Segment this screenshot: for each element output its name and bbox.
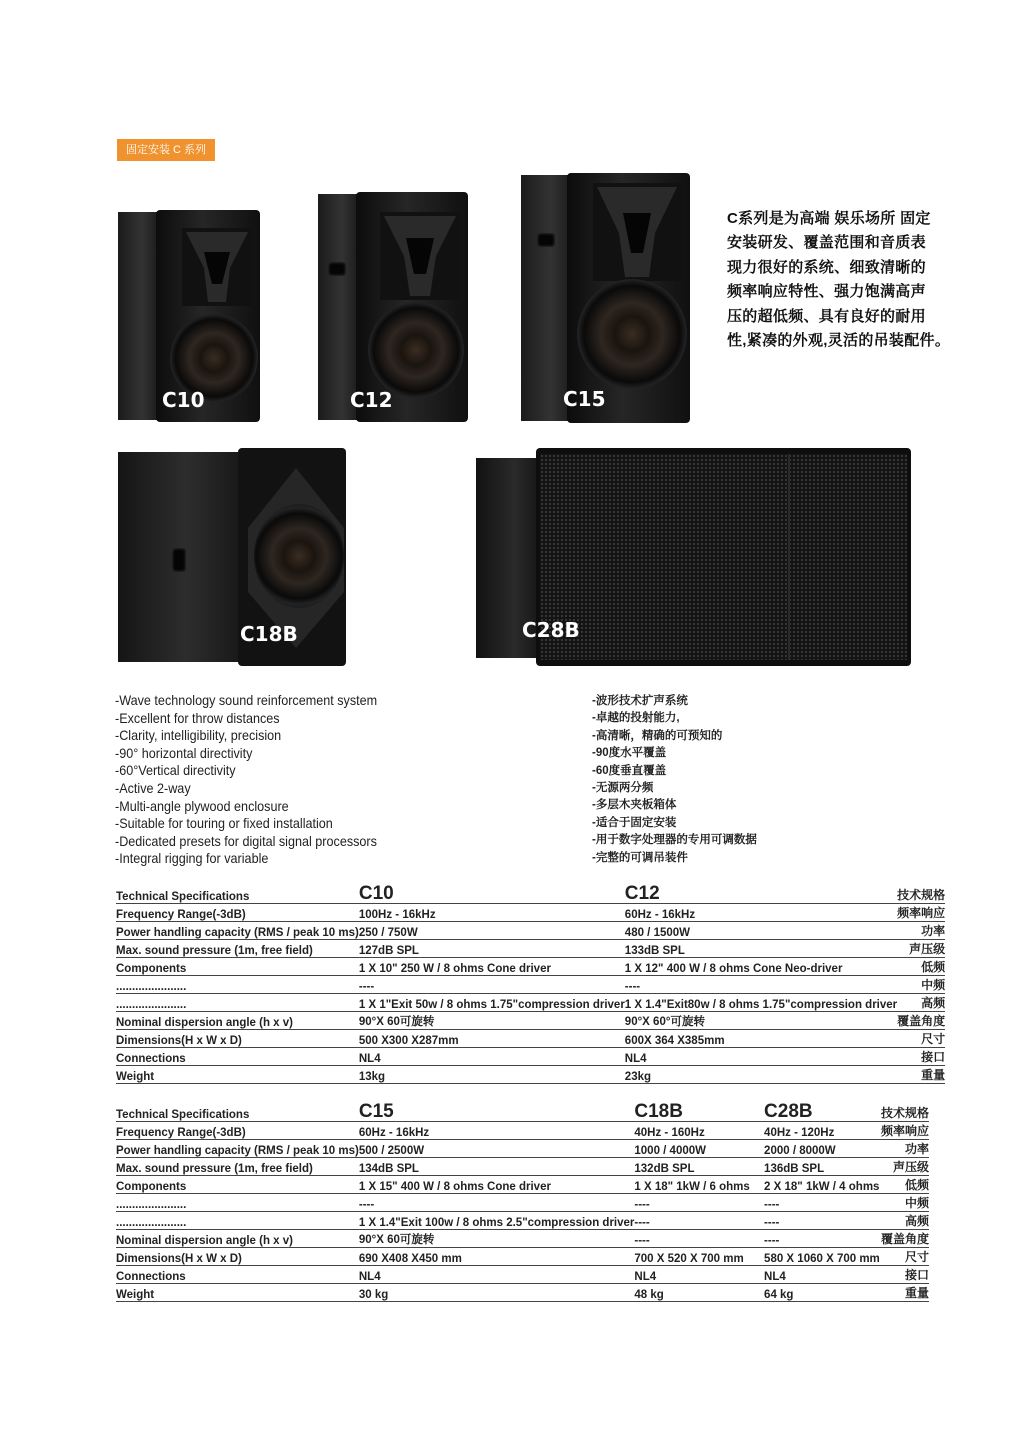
spec-value: 1 X 1.4"Exit 100w / 8 ohms 2.5"compression driver: [359, 1212, 635, 1230]
feature-item: -Active 2-way: [115, 779, 191, 796]
table-row: [116, 1030, 945, 1048]
spec-value: ----: [764, 1194, 880, 1212]
spec-value: 1000 / 4000W: [634, 1140, 764, 1158]
spec-label-cn: 声压级: [897, 940, 945, 958]
spec-label: Technical Specifications: [116, 1101, 359, 1122]
feature-item: -Integral rigging for variable: [115, 850, 269, 867]
spec-value: 64 kg: [764, 1284, 880, 1302]
spec-label: Power handling capacity (RMS / peak 10 ms): [116, 1140, 359, 1158]
speaker-c12-image: [318, 192, 468, 422]
spec-label: Power handling capacity (RMS / peak 10 ms): [116, 922, 359, 940]
product-label: C28B: [522, 618, 580, 642]
product-label: C15: [563, 387, 606, 411]
spec-label-cn: 功率: [897, 922, 945, 940]
spec-label: Nominal dispersion angle (h x v): [116, 1230, 359, 1248]
model-name: C28B: [764, 1101, 880, 1122]
spec-label: Weight: [116, 1066, 359, 1084]
spec-value: 580 X 1060 X 700 mm: [764, 1248, 880, 1266]
feature-item: -卓越的投射能力,: [592, 712, 680, 725]
feature-item: -60度垂直覆盖: [592, 764, 667, 777]
spec-value: 1 X 1"Exit 50w / 8 ohms 1.75"compression driver: [359, 994, 625, 1012]
spec-value: ----: [634, 1194, 764, 1212]
feature-item: -多层木夹板箱体: [592, 799, 677, 812]
model-name: C15: [359, 1101, 635, 1122]
spec-value: NL4: [359, 1266, 635, 1284]
product-label: C10: [162, 388, 205, 412]
spec-value: 2 X 18" 1kW / 4 ohms: [764, 1176, 880, 1194]
table-row: [116, 1194, 929, 1212]
spec-label: Components: [116, 1176, 359, 1194]
spec-label-cn: 技术规格: [897, 883, 945, 904]
spec-value: 90°X 60°可旋转: [625, 1012, 897, 1030]
spec-value: 23kg: [625, 1066, 897, 1084]
spec-value: 127dB SPL: [359, 940, 625, 958]
spec-value: 132dB SPL: [634, 1158, 764, 1176]
feature-item: -用于数字处理器的专用可调数据: [592, 834, 757, 847]
table-row: [116, 904, 945, 922]
feature-item: -Multi-angle plywood enclosure: [115, 797, 289, 814]
spec-value: 100Hz - 16kHz: [359, 904, 625, 922]
intro-line: C系列是为高端 娱乐场所 固定: [727, 210, 931, 227]
table-row: [116, 1066, 945, 1084]
spec-label: Dimensions(H x W x D): [116, 1248, 359, 1266]
spec-label-cn: 尺寸: [897, 1030, 945, 1048]
spec-label: Nominal dispersion angle (h x v): [116, 1012, 359, 1030]
spec-label-cn: 重量: [880, 1284, 929, 1302]
spec-value: NL4: [634, 1266, 764, 1284]
feature-item: -60°Vertical directivity: [115, 762, 236, 779]
table-row: [116, 940, 945, 958]
table-row: [116, 1140, 929, 1158]
feature-item: -Clarity, intelligibility, precision: [115, 727, 282, 744]
spec-label-cn: 声压级: [880, 1158, 929, 1176]
feature-item: -90° horizontal directivity: [115, 744, 253, 761]
table-row: [116, 1048, 945, 1066]
spec-label-cn: 高频: [880, 1212, 929, 1230]
table-row: [116, 922, 945, 940]
intro-line: 安装研发、覆盖范围和音质表: [727, 234, 926, 252]
spec-value: 136dB SPL: [764, 1158, 880, 1176]
table-row: [116, 1212, 929, 1230]
spec-value: 60Hz - 16kHz: [625, 904, 897, 922]
table-row: [116, 976, 945, 994]
spec-label-cn: 接口: [897, 1048, 945, 1066]
speaker-c18b-image: [118, 448, 346, 666]
model-name: C12: [625, 883, 897, 904]
speaker-c28b-image: [476, 448, 911, 666]
table-row: [116, 958, 945, 976]
spec-value: 133dB SPL: [625, 940, 897, 958]
spec-table-c15-c18b-c28b: [116, 1101, 929, 1302]
spec-value: ----: [764, 1230, 880, 1248]
spec-label-cn: 中频: [880, 1194, 929, 1212]
feature-item: -90度水平覆盖: [592, 747, 667, 760]
spec-label: Frequency Range(-3dB): [116, 904, 359, 922]
features-english: [115, 692, 377, 868]
spec-label-cn: 低频: [880, 1176, 929, 1194]
spec-value: 13kg: [359, 1066, 625, 1084]
spec-label-cn: 频率响应: [880, 1122, 929, 1140]
spec-value: ----: [625, 976, 897, 994]
product-label: C18B: [240, 622, 298, 646]
table-row: [116, 1248, 929, 1266]
spec-label: ......................: [116, 1212, 359, 1230]
series-tag: 固定安装 C 系列: [117, 139, 215, 161]
spec-label-cn: 功率: [880, 1140, 929, 1158]
spec-value: 1 X 15" 400 W / 8 ohms Cone driver: [359, 1176, 635, 1194]
spec-label-cn: 覆盖角度: [897, 1012, 945, 1030]
spec-value: 1 X 12" 400 W / 8 ohms Cone Neo-driver: [625, 958, 897, 976]
spec-label-cn: 尺寸: [880, 1248, 929, 1266]
speaker-c15-image: [521, 173, 690, 423]
spec-value: 500 X300 X287mm: [359, 1030, 625, 1048]
table-row: [116, 1230, 929, 1248]
model-name: C18B: [634, 1101, 764, 1122]
spec-value: NL4: [764, 1266, 880, 1284]
spec-value: 90°X 60可旋转: [359, 1012, 625, 1030]
spec-label: Weight: [116, 1284, 359, 1302]
spec-value: 30 kg: [359, 1284, 635, 1302]
spec-value: ----: [764, 1212, 880, 1230]
spec-value: NL4: [359, 1048, 625, 1066]
spec-label-cn: 高频: [897, 994, 945, 1012]
feature-item: -Dedicated presets for digital signal processors: [115, 832, 377, 849]
feature-item: -Excellent for throw distances: [115, 709, 280, 726]
spec-value: 2000 / 8000W: [764, 1140, 880, 1158]
table-row: [116, 1158, 929, 1176]
spec-label: Technical Specifications: [116, 883, 359, 904]
table-row: [116, 1176, 929, 1194]
spec-value: 250 / 750W: [359, 922, 625, 940]
spec-label-cn: 频率响应: [897, 904, 945, 922]
spec-label-cn: 覆盖角度: [880, 1230, 929, 1248]
spec-label: ......................: [116, 976, 359, 994]
spec-label: ......................: [116, 1194, 359, 1212]
spec-label: Max. sound pressure (1m, free field): [116, 1158, 359, 1176]
spec-value: 60Hz - 16kHz: [359, 1122, 635, 1140]
spec-value: NL4: [625, 1048, 897, 1066]
series-intro: [727, 207, 951, 353]
spec-label-cn: 重量: [897, 1066, 945, 1084]
spec-value: ----: [359, 1194, 635, 1212]
spec-label-cn: 中频: [897, 976, 945, 994]
table-row: [116, 1012, 945, 1030]
spec-value: ----: [634, 1212, 764, 1230]
feature-item: -Suitable for touring or fixed installation: [115, 815, 333, 832]
spec-value: 1 X 18" 1kW / 6 ohms: [634, 1176, 764, 1194]
spec-value: 600X 364 X385mm: [625, 1030, 897, 1048]
table-row: [116, 1266, 929, 1284]
feature-item: -无源两分频: [592, 782, 654, 795]
product-label: C12: [350, 388, 393, 412]
spec-value: 700 X 520 X 700 mm: [634, 1248, 764, 1266]
feature-item: -波形技术扩声系统: [592, 695, 688, 707]
intro-line: 频率响应特性、强力饱满高声: [727, 283, 926, 301]
spec-value: 134dB SPL: [359, 1158, 635, 1176]
spec-label: Max. sound pressure (1m, free field): [116, 940, 359, 958]
spec-value: 90°X 60可旋转: [359, 1230, 635, 1248]
table-header-row: [116, 883, 945, 904]
spec-label-cn: 低频: [897, 958, 945, 976]
spec-label-cn: 技术规格: [880, 1101, 929, 1122]
spec-label: ......................: [116, 994, 359, 1012]
spec-label-cn: 接口: [880, 1266, 929, 1284]
feature-item: -适合于固定安装: [592, 816, 677, 829]
table-row: [116, 1284, 929, 1302]
spec-value: ----: [359, 976, 625, 994]
spec-value: 1 X 1.4"Exit80w / 8 ohms 1.75"compression driver: [625, 994, 897, 1012]
spec-label: Components: [116, 958, 359, 976]
spec-label: Connections: [116, 1048, 359, 1066]
table-row: [116, 994, 945, 1012]
spec-value: 480 / 1500W: [625, 922, 897, 940]
spec-table-c10-c12: [116, 883, 945, 1084]
spec-label: Connections: [116, 1266, 359, 1284]
spec-value: ----: [634, 1230, 764, 1248]
feature-item: -高清晰，精确的可预知的: [592, 729, 723, 742]
table-row: [116, 1122, 929, 1140]
spec-value: 690 X408 X450 mm: [359, 1248, 635, 1266]
feature-item: -完整的可调吊装件: [592, 851, 688, 864]
spec-value: 40Hz - 120Hz: [764, 1122, 880, 1140]
spec-value: 40Hz - 160Hz: [634, 1122, 764, 1140]
intro-line: 现力很好的系统、细致清晰的: [727, 258, 926, 276]
spec-value: 500 / 2500W: [359, 1140, 635, 1158]
intro-line: 性,紧凑的外观,灵活的吊装配件。: [727, 332, 951, 350]
spec-value: 48 kg: [634, 1284, 764, 1302]
spec-value: 1 X 10" 250 W / 8 ohms Cone driver: [359, 958, 625, 976]
model-name: C10: [359, 883, 625, 904]
table-header-row: [116, 1101, 929, 1122]
features-chinese: [592, 693, 757, 867]
feature-item: -Wave technology sound reinforcement system: [115, 692, 378, 708]
speaker-c10-image: [118, 210, 260, 422]
intro-line: 压的超低频、具有良好的耐用: [727, 307, 926, 325]
spec-label: Frequency Range(-3dB): [116, 1122, 359, 1140]
spec-label: Dimensions(H x W x D): [116, 1030, 359, 1048]
